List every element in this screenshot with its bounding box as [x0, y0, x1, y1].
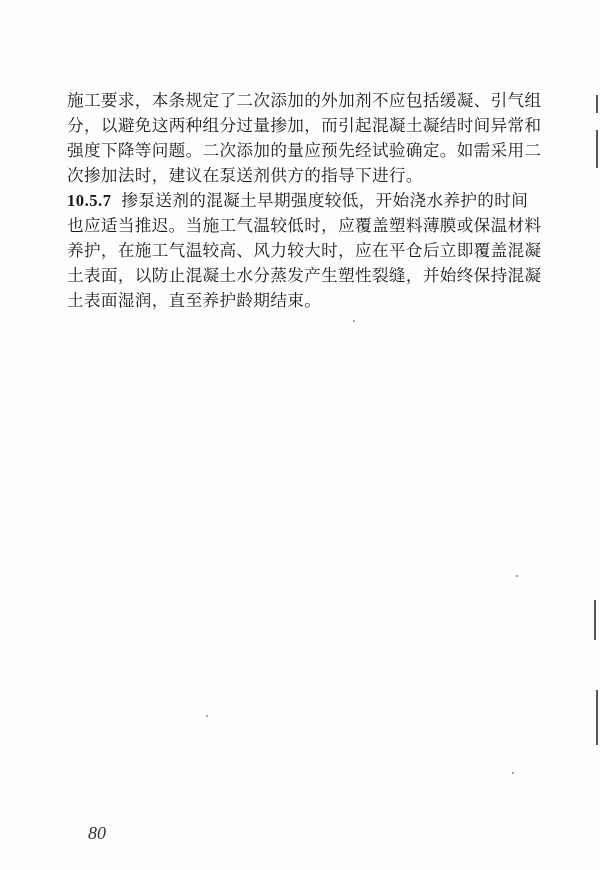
section-line: 土表面，以防止混凝土水分蒸发产生塑性裂缝，并始终保持混凝 [67, 266, 542, 285]
scan-speck [353, 320, 355, 322]
scan-edge-mark [596, 690, 598, 745]
paragraph-line: 分，以避免这两种组分过量掺加，而引起混凝土凝结时间异常和 [67, 116, 542, 135]
scan-edge-mark [596, 130, 598, 168]
paragraph-line: 强度下降等问题。二次添加的量应预先经试验确定。如需采用二 [67, 141, 542, 160]
section-line: 养护，在施工气温较高、风力较大时，应在平仓后立即覆盖混凝 [67, 241, 542, 260]
section-text: 掺泵送剂的混凝土早期强度较低，开始浇水养护的时间 [121, 191, 529, 210]
scan-speck [206, 715, 208, 717]
scan-edge-mark [596, 95, 598, 113]
body-text [67, 88, 542, 313]
scan-speck [512, 772, 514, 774]
scan-edge-mark [594, 600, 596, 640]
section-first-line [67, 188, 529, 213]
paragraph-line: 次掺加法时，建议在泵送剂供方的指导下进行。 [67, 166, 423, 185]
section-line: 也应适当推迟。当施工气温较低时，应覆盖塑料薄膜或保温材料 [67, 216, 542, 235]
section-number: 10.5.7 [67, 191, 112, 210]
page-number: 80 [88, 823, 106, 843]
section-line: 土表面湿润，直至养护龄期结束。 [67, 291, 322, 310]
scan-speck [516, 575, 518, 577]
paragraph-line: 施工要求，本条规定了二次添加的外加剂不应包括缓凝、引气组 [67, 91, 542, 110]
